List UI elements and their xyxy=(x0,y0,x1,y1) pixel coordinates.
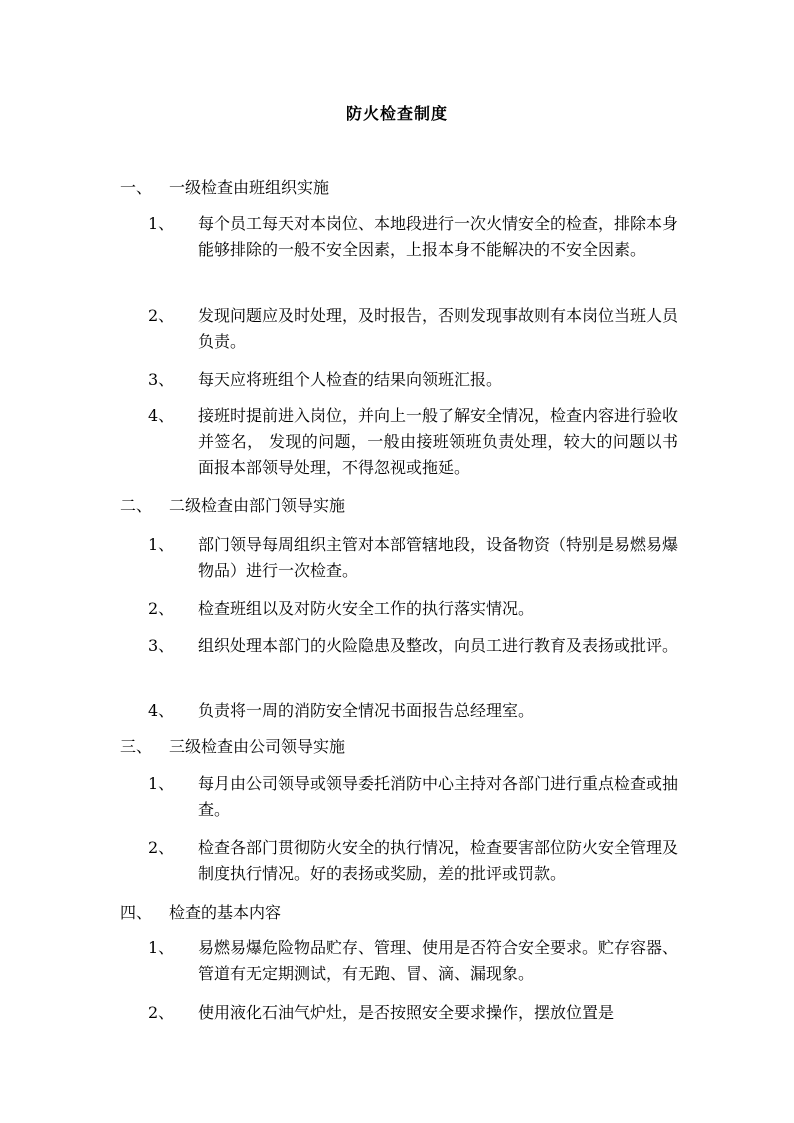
item-number: 4、 xyxy=(148,701,175,720)
item-number: 1、 xyxy=(148,774,175,793)
section-number: 一、 xyxy=(120,178,153,197)
item-text: 组织处理本部门的火险隐患及整改，向员工进行教育及表扬或批评。 xyxy=(198,636,679,655)
item-number: 1、 xyxy=(148,938,175,957)
item-text: 每天应将班组个人检查的结果向领班汇报。 xyxy=(198,370,503,389)
page-title: 防火检查制度 xyxy=(345,104,448,123)
section-title: 二级检查由部门领导实施 xyxy=(169,496,346,515)
section-title: 三级检查由公司领导实施 xyxy=(169,737,346,756)
item-text: 使用液化石油气炉灶，是否按照安全要求操作，摆放位置是 xyxy=(198,1003,615,1022)
item-number: 2、 xyxy=(148,599,175,618)
section-heading xyxy=(120,496,345,516)
section-number: 三、 xyxy=(120,737,153,756)
item-number: 1、 xyxy=(148,535,175,554)
item-text: 负责将一周的消防安全情况书面报告总经理室。 xyxy=(198,701,535,720)
item-number: 3、 xyxy=(148,636,175,655)
item-number: 2、 xyxy=(148,1003,175,1022)
section-heading xyxy=(120,178,329,198)
item-text: 检查各部门贯彻防火安全的执行情况，检查要害部位防火安全管理及制度执行情况。好的表扬或奖励，差的批评或罚款。 xyxy=(198,838,679,883)
item-text: 接班时提前进入岗位，并向上一般了解安全情况，检查内容进行验收并签名， 发现的问题，一般由接班领班负责处理，较大的问题以书面报本部领导处理，不得忽视或拖延。 xyxy=(198,406,679,477)
section-title: 检查的基本内容 xyxy=(169,903,282,922)
section-heading xyxy=(120,903,281,923)
section-number: 四、 xyxy=(120,903,153,922)
item-text: 易燃易爆危险物品贮存、管理、使用是否符合安全要求。贮存容器、管道有无定期测试，有无跑、冒、滴、漏现象。 xyxy=(198,938,679,983)
item-number: 2、 xyxy=(148,838,175,857)
item-text: 每个员工每天对本岗位、本地段进行一次火情安全的检查，排除本身能够排除的一般不安全因素，上报本身不能解决的不安全因素。 xyxy=(198,214,679,259)
item-number: 1、 xyxy=(148,214,175,233)
item-number: 4、 xyxy=(148,406,175,425)
section-number: 二、 xyxy=(120,496,153,515)
item-text: 检查班组以及对防火安全工作的执行落实情况。 xyxy=(198,599,535,618)
section-title: 一级检查由班组织实施 xyxy=(169,178,330,197)
item-text: 发现问题应及时处理，及时报告，否则发现事故则有本岗位当班人员负责。 xyxy=(198,306,679,351)
item-text: 部门领导每周组织主管对本部管辖地段，设备物资（特别是易燃易爆物品）进行一次检查。 xyxy=(198,535,679,580)
item-number: 2、 xyxy=(148,306,175,325)
item-text: 每月由公司领导或领导委托消防中心主持对各部门进行重点检查或抽查。 xyxy=(198,774,679,819)
item-number: 3、 xyxy=(148,370,175,389)
section-heading xyxy=(120,737,345,757)
